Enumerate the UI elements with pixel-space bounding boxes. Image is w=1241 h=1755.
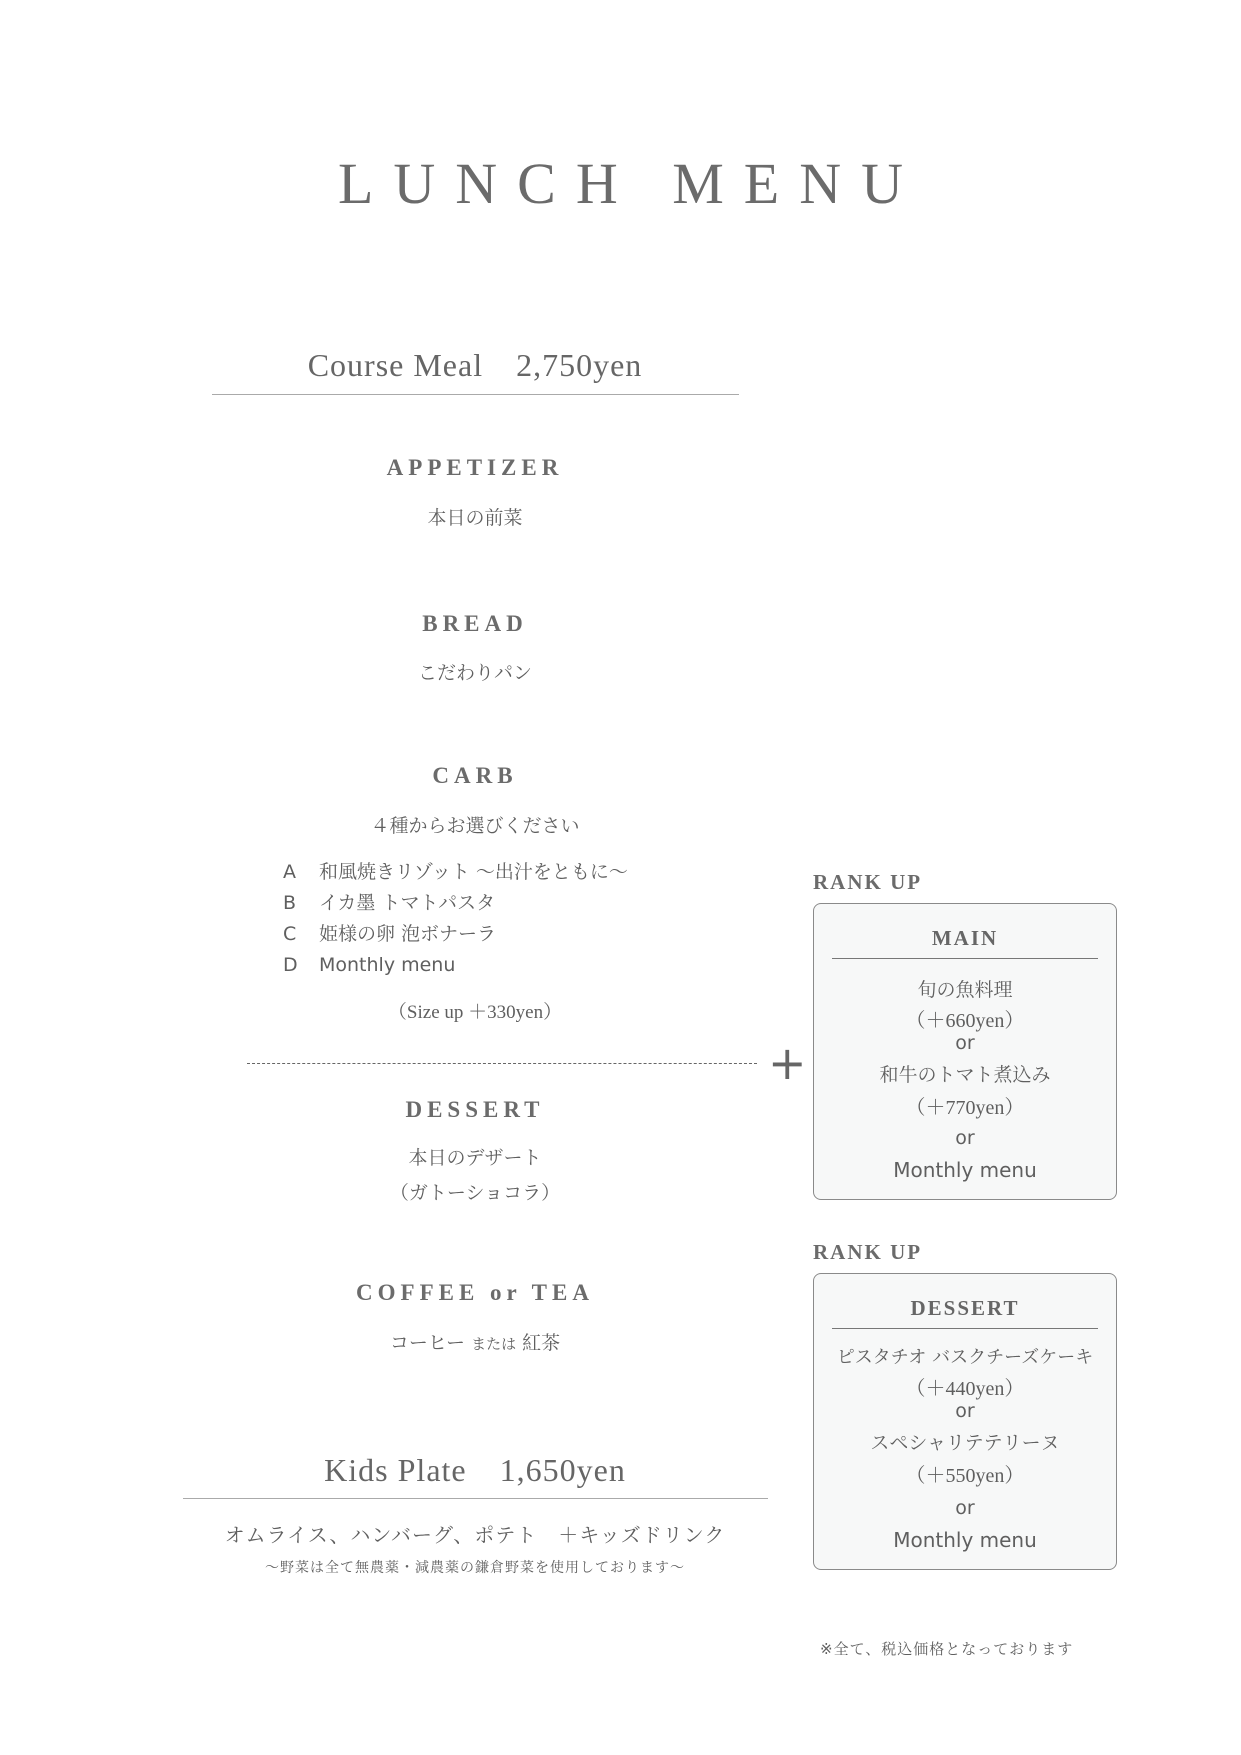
dessert-or-2: or [955,1497,975,1519]
main-option-2-price: （＋770yen） [905,1097,1025,1119]
dessert-heading: DESSERT [405,1097,545,1122]
carb-options-list [283,857,628,981]
carb-option-letter: C [283,923,297,945]
list-item [283,950,628,981]
dessert-option-1: ピスタチオ バスクチーズケーキ [836,1347,1094,1368]
coffee-tea-heading: COFFEE or TEA [356,1280,594,1305]
main-option-2: 和牛のトマト煮込み [879,1064,1051,1086]
list-item [283,919,628,950]
dessert-option-1-price: （＋440yen） [905,1378,1025,1400]
main-or-2: or [955,1127,975,1149]
dessert-text-2: （ガトーショコラ） [389,1182,561,1204]
kids-plate-divider [183,1498,768,1499]
carb-option-name: Monthly menu [319,954,456,976]
rank-up-dessert-label: RANK UP [813,1240,923,1264]
list-item [283,888,628,919]
main-option-3: Monthly menu [893,1158,1037,1182]
rank-up-dessert-heading: DESSERT [910,1296,1020,1320]
carb-option-letter: A [283,861,296,883]
carb-text: ４種からお選びください [370,815,580,837]
carb-option-letter: D [283,954,298,976]
main-or-1: or [955,1032,975,1054]
rank-up-dessert-box [813,1273,1117,1570]
page-title: LUNCH MENU [337,151,924,216]
dessert-option-3: Monthly menu [893,1528,1037,1552]
main-option-1-price: （＋660yen） [905,1010,1025,1032]
bread-text: こだわりパン [417,662,532,684]
rank-up-dessert-divider [832,1328,1098,1329]
kids-plate-items: オムライス、ハンバーグ、ポテト ＋キッズドリンク [224,1523,726,1547]
bread-heading: BREAD [422,611,528,636]
rank-up-main-divider [832,958,1098,959]
course-meal-heading: Course Meal 2,750yen [307,347,643,383]
list-item [283,857,628,888]
carb-option-letter: B [283,892,297,914]
appetizer-text: 本日の前菜 [427,507,523,529]
tea-label: 紅茶 [522,1332,561,1354]
dotted-divider [247,1063,757,1064]
main-option-1: 旬の魚料理 [917,979,1013,1001]
carb-option-name: イカ墨 トマトパスタ [319,892,496,914]
coffee-label: コーヒー [389,1332,466,1354]
kids-plate-heading: Kids Plate 1,650yen [324,1452,626,1488]
appetizer-heading: APPETIZER [386,455,564,480]
plus-icon: + [768,1036,807,1090]
dessert-option-2: スペシャリテテリーヌ [870,1432,1060,1454]
carb-option-name: 姫様の卵 泡ボナーラ [319,923,497,945]
rank-up-main-heading: MAIN [931,926,999,950]
coffee-tea-text [210,1328,740,1355]
dessert-or-1: or [955,1400,975,1422]
kids-plate-note: 〜野菜は全て無農薬・減農薬の鎌倉野菜を使用しております〜 [265,1560,685,1576]
dessert-text-1: 本日のデザート [408,1147,542,1169]
rank-up-main-box [813,903,1117,1200]
carb-option-name: 和風焼きリゾット 〜出汁をともに〜 [319,861,628,883]
tax-footnote: ※全て、税込価格となっております [820,1640,1074,1658]
course-meal-divider [212,394,739,395]
rank-up-main-label: RANK UP [813,870,923,894]
or-label: または [471,1335,517,1353]
dessert-option-2-price: （＋550yen） [905,1465,1025,1487]
carb-heading: CARB [432,763,518,788]
size-up-note: （Size up ＋330yen） [387,1002,563,1023]
